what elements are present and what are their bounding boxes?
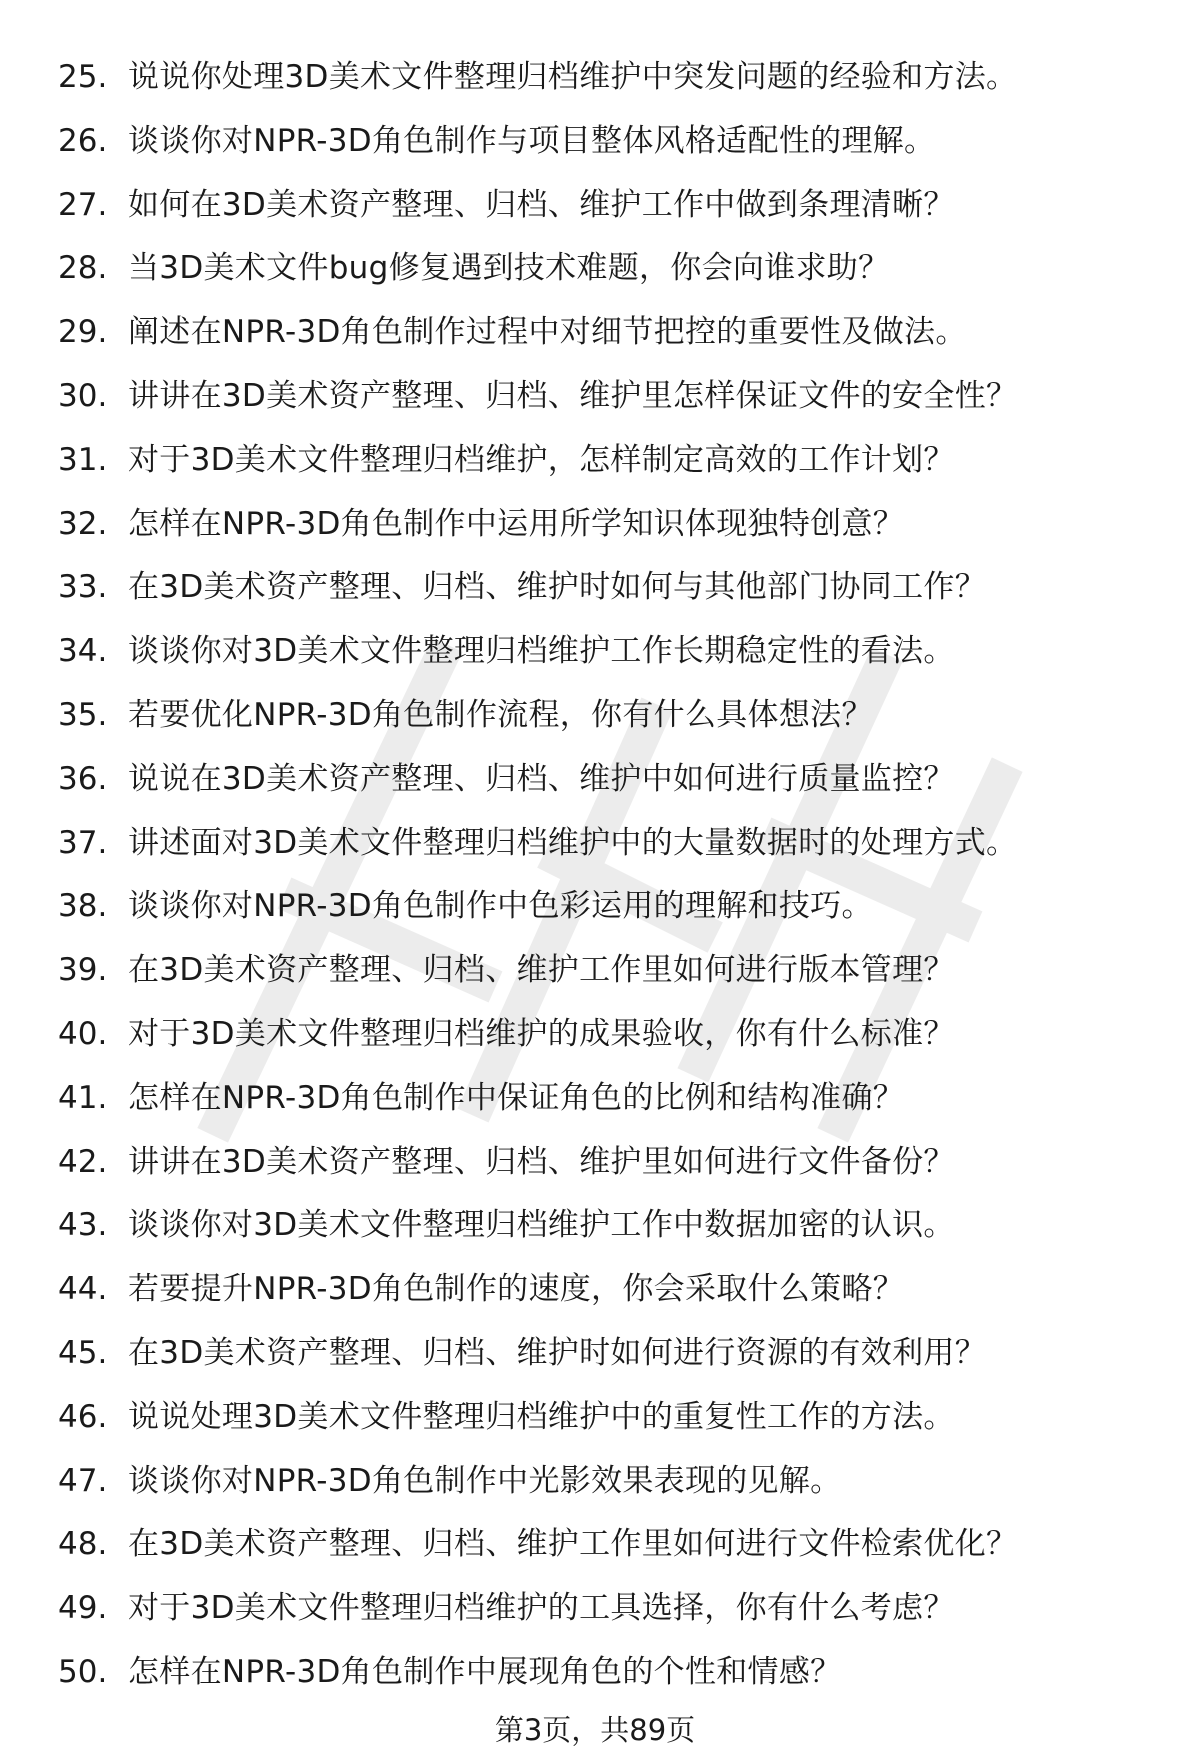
list-item: [58, 812, 1168, 876]
list-item: [58, 1450, 1168, 1514]
list-item: [58, 939, 1168, 1003]
question-number: 37.: [58, 824, 108, 861]
question-text: 说说在3D美术资产整理、归档、维护中如何进行质量监控？: [128, 760, 955, 797]
question-text: 说说你处理3D美术文件整理归档维护中突发问题的经验和方法。: [128, 59, 1018, 95]
question-number: 49.: [58, 1590, 108, 1627]
question-number: 25.: [58, 59, 108, 95]
list-item: [58, 1067, 1168, 1131]
question-number: 35.: [58, 696, 108, 733]
list-item: [58, 1641, 1168, 1705]
question-number: 46.: [58, 1398, 108, 1435]
list-item: [58, 1322, 1168, 1386]
question-text: 说说处理3D美术文件整理归档维护中的重复性工作的方法。: [128, 1398, 955, 1435]
question-text: 阐述在NPR-3D角色制作过程中对细节把控的重要性及做法。: [128, 314, 967, 351]
list-item: [58, 1513, 1168, 1577]
question-text: 谈谈你对NPR-3D角色制作中色彩运用的理解和技巧。: [128, 888, 873, 925]
list-item: [58, 493, 1168, 557]
question-text: 若要优化NPR-3D角色制作流程，你有什么具体想法？: [128, 696, 873, 733]
question-text: 在3D美术资产整理、归档、维护工作里如何进行文件检索优化？: [128, 1526, 1018, 1563]
list-item: [58, 620, 1168, 684]
question-number: 43.: [58, 1207, 108, 1244]
question-text: 在3D美术资产整理、归档、维护工作里如何进行版本管理？: [128, 952, 955, 989]
question-number: 39.: [58, 952, 108, 989]
list-item: [58, 1003, 1168, 1067]
page-number: 第3页，共89页: [494, 1713, 696, 1747]
question-text: 讲讲在3D美术资产整理、归档、维护里怎样保证文件的安全性？: [128, 377, 1018, 414]
question-number: 31.: [58, 441, 108, 478]
question-text: 如何在3D美术资产整理、归档、维护工作中做到条理清晰？: [128, 186, 955, 223]
question-number: 48.: [58, 1526, 108, 1563]
question-number: 42.: [58, 1143, 108, 1180]
question-text: 若要提升NPR-3D角色制作的速度，你会采取什么策略？: [128, 1271, 905, 1308]
question-number: 50.: [58, 1653, 108, 1690]
question-number: 41.: [58, 1079, 108, 1116]
question-number: 28.: [58, 250, 108, 287]
question-text: 讲述面对3D美术文件整理归档维护中的大量数据时的处理方式。: [128, 824, 1018, 861]
question-text: 谈谈你对3D美术文件整理归档维护工作长期稳定性的看法。: [128, 633, 955, 670]
list-item: [58, 1386, 1168, 1450]
list-item: [58, 301, 1168, 365]
question-number: 40.: [58, 1015, 108, 1052]
list-item: [58, 556, 1168, 620]
question-text: 在3D美术资产整理、归档、维护时如何进行资源的有效利用？: [128, 1334, 986, 1371]
question-number: 34.: [58, 633, 108, 670]
list-item: [58, 174, 1168, 238]
question-number: 47.: [58, 1462, 108, 1499]
question-number: 36.: [58, 760, 108, 797]
list-item: [58, 1258, 1168, 1322]
question-list: [58, 46, 1168, 1705]
question-text: 谈谈你对NPR-3D角色制作与项目整体风格适配性的理解。: [128, 122, 936, 159]
list-item: [58, 1131, 1168, 1195]
list-item: [58, 365, 1168, 429]
list-item: [58, 684, 1168, 748]
list-item: [58, 748, 1168, 812]
list-item: [58, 1194, 1168, 1258]
question-text: 对于3D美术文件整理归档维护的工具选择，你有什么考虑？: [128, 1590, 955, 1627]
question-text: 对于3D美术文件整理归档维护，怎样制定高效的工作计划？: [128, 441, 955, 478]
question-text: 怎样在NPR-3D角色制作中运用所学知识体现独特创意？: [128, 505, 905, 542]
question-number: 30.: [58, 377, 108, 414]
question-number: 38.: [58, 888, 108, 925]
list-item: [58, 46, 1168, 110]
question-number: 44.: [58, 1271, 108, 1308]
question-text: 谈谈你对NPR-3D角色制作中光影效果表现的见解。: [128, 1462, 842, 1499]
question-number: 27.: [58, 186, 108, 223]
question-number: 33.: [58, 569, 108, 606]
question-number: 26.: [58, 122, 108, 159]
list-item: [58, 110, 1168, 174]
question-text: 讲讲在3D美术资产整理、归档、维护里如何进行文件备份？: [128, 1143, 955, 1180]
list-item: [58, 875, 1168, 939]
question-text: 谈谈你对3D美术文件整理归档维护工作中数据加密的认识。: [128, 1207, 955, 1244]
list-item: [58, 1577, 1168, 1641]
question-text: 对于3D美术文件整理归档维护的成果验收，你有什么标准？: [128, 1015, 955, 1052]
question-number: 45.: [58, 1334, 108, 1371]
list-item: [58, 429, 1168, 493]
question-text: 当3D美术文件bug修复遇到技术难题，你会向谁求助？: [128, 250, 890, 287]
question-text: 怎样在NPR-3D角色制作中保证角色的比例和结构准确？: [128, 1079, 905, 1116]
question-text: 在3D美术资产整理、归档、维护时如何与其他部门协同工作？: [128, 569, 986, 606]
list-item: [58, 237, 1168, 301]
question-text: 怎样在NPR-3D角色制作中展现角色的个性和情感？: [128, 1653, 842, 1690]
question-number: 32.: [58, 505, 108, 542]
question-number: 29.: [58, 314, 108, 351]
